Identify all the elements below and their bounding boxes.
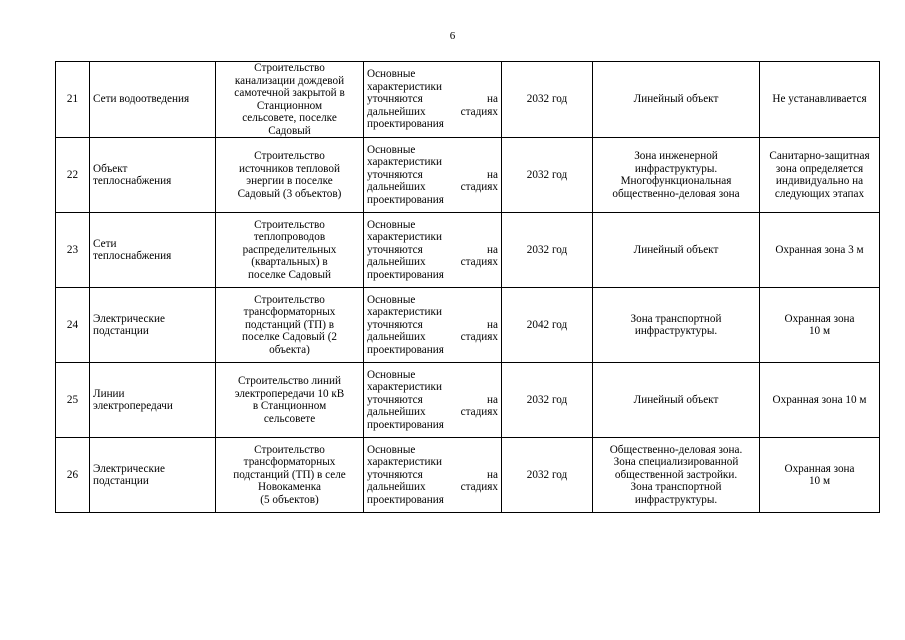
zone-type bbox=[593, 363, 760, 438]
protection-zone-line: индивидуально на bbox=[775, 175, 864, 187]
action-description-line: электропередачи 10 кВ bbox=[234, 387, 345, 400]
characteristics-line: проектирования bbox=[367, 118, 444, 131]
characteristics bbox=[364, 438, 502, 513]
characteristics-line: проектирования bbox=[367, 268, 444, 281]
action-description-line: распределительных bbox=[242, 243, 337, 256]
action-description-line: Новокаменка bbox=[258, 481, 321, 494]
object-name-line: теплоснабжения bbox=[93, 250, 172, 262]
object-name bbox=[90, 288, 216, 363]
characteristics-line: уточняются на bbox=[367, 243, 498, 256]
protection-zone bbox=[760, 288, 880, 363]
characteristics-line: характеристики bbox=[367, 381, 442, 394]
action-description-line: энергии в поселке bbox=[246, 175, 333, 187]
protection-zone bbox=[760, 62, 880, 138]
zone-type bbox=[593, 438, 760, 513]
implementation-year: 2032 год bbox=[502, 213, 593, 288]
row-number: 25 bbox=[56, 363, 90, 438]
zone-type-line: общественно-деловая зона bbox=[612, 187, 740, 200]
row-number: 21 bbox=[56, 62, 90, 138]
action-description bbox=[216, 138, 364, 213]
action-description-line: Станционном bbox=[256, 99, 323, 112]
action-description bbox=[216, 363, 364, 438]
object-name-line: Сети водоотведения bbox=[93, 93, 190, 106]
action-description-line: Строительство линий bbox=[237, 375, 342, 387]
table-row bbox=[56, 438, 880, 513]
protection-zone-line: Санитарно-защитная bbox=[769, 150, 870, 162]
characteristics bbox=[364, 213, 502, 288]
implementation-year: 2032 год bbox=[502, 62, 593, 138]
protection-zone-line: 10 м bbox=[808, 475, 831, 487]
object-name-line: Объект bbox=[93, 162, 128, 175]
action-description-line: сельсовете, поселке bbox=[242, 112, 337, 124]
row-number: 23 bbox=[56, 213, 90, 288]
zone-type-line: общественной застройки. bbox=[614, 468, 738, 481]
characteristics bbox=[364, 138, 502, 213]
characteristics-line: уточняются на bbox=[367, 468, 498, 481]
zone-type-line: Многофункциональная bbox=[620, 175, 732, 187]
action-description-line: (квартальных) в bbox=[251, 256, 328, 269]
zone-type bbox=[593, 213, 760, 288]
object-name-line: Линии bbox=[93, 387, 125, 400]
characteristics-line: уточняются на bbox=[367, 93, 498, 106]
zone-type-line: Зона транспортной bbox=[630, 312, 722, 325]
action-description-line: самотечной закрытой в bbox=[234, 87, 345, 99]
zone-type-line: Общественно-деловая зона. bbox=[609, 443, 743, 456]
characteristics-line: характеристики bbox=[367, 456, 442, 469]
action-description-line: (5 объектов) bbox=[260, 493, 319, 506]
zone-type-line: инфраструктуры. bbox=[634, 162, 718, 175]
action-description-line: объекта) bbox=[269, 343, 310, 356]
table-row bbox=[56, 62, 880, 138]
action-description-line: теплопроводов bbox=[253, 231, 326, 244]
characteristics bbox=[364, 62, 502, 138]
zone-type-line: Линейный объект bbox=[633, 393, 719, 406]
page-number: 6 bbox=[449, 30, 456, 42]
implementation-year: 2032 год bbox=[502, 138, 593, 213]
characteristics-line: Основные bbox=[367, 218, 416, 231]
action-description-line: сельсовете bbox=[263, 412, 316, 425]
characteristics-line: проектирования bbox=[367, 193, 444, 206]
action-description-line: трансформаторных bbox=[243, 456, 336, 469]
characteristics-line: дальнейших стадиях bbox=[367, 256, 498, 269]
object-name-line: Электрические bbox=[93, 312, 165, 325]
action-description-line: Строительство bbox=[254, 443, 325, 456]
protection-zone-line: Охранная зона bbox=[784, 312, 855, 325]
table-body bbox=[56, 62, 880, 513]
protection-zone-line: зона определяется bbox=[775, 162, 864, 175]
zone-type bbox=[593, 138, 760, 213]
characteristics-line: дальнейших стадиях bbox=[367, 406, 498, 419]
object-name bbox=[90, 438, 216, 513]
characteristics-line: уточняются на bbox=[367, 393, 498, 406]
characteristics bbox=[364, 288, 502, 363]
protection-zone bbox=[760, 138, 880, 213]
zone-type-line: Зона инженерной bbox=[634, 150, 718, 162]
zone-type bbox=[593, 62, 760, 138]
action-description-line: Строительство bbox=[254, 62, 325, 74]
action-description-line: канализации дождевой bbox=[234, 74, 345, 87]
characteristics-line: дальнейших стадиях bbox=[367, 331, 498, 344]
object-name-line: Электрические bbox=[93, 462, 165, 475]
zone-type-line: Линейный объект bbox=[633, 93, 719, 106]
action-description-line: подстанций (ТП) в селе bbox=[233, 468, 346, 481]
action-description-line: Строительство bbox=[254, 150, 325, 162]
table-row bbox=[56, 213, 880, 288]
implementation-year: 2042 год bbox=[502, 288, 593, 363]
characteristics-line: Основные bbox=[367, 443, 416, 456]
characteristics-line: дальнейших стадиях bbox=[367, 105, 498, 118]
action-description-line: Садовый bbox=[268, 124, 311, 137]
protection-zone bbox=[760, 213, 880, 288]
zone-type bbox=[593, 288, 760, 363]
zone-type-line: инфраструктуры. bbox=[634, 325, 718, 337]
object-name-line: подстанции bbox=[93, 325, 149, 337]
protection-zone-line: 10 м bbox=[808, 325, 831, 337]
action-description-line: подстанций (ТП) в bbox=[244, 318, 335, 331]
action-description-line: в Станционном bbox=[252, 400, 327, 412]
protection-zone bbox=[760, 363, 880, 438]
object-name-line: Сети bbox=[93, 237, 117, 250]
zone-type-line: Зона специализированной bbox=[613, 456, 739, 469]
table-row bbox=[56, 288, 880, 363]
row-number: 26 bbox=[56, 438, 90, 513]
characteristics-line: характеристики bbox=[367, 231, 442, 244]
characteristics-line: проектирования bbox=[367, 418, 444, 431]
characteristics-line: Основные bbox=[367, 143, 416, 156]
characteristics-line: Основные bbox=[367, 293, 416, 306]
objects-table bbox=[55, 61, 880, 513]
object-name-line: подстанции bbox=[93, 475, 149, 487]
action-description-line: поселке Садовый (2 bbox=[241, 331, 338, 344]
characteristics-line: Основные bbox=[367, 68, 416, 81]
object-name bbox=[90, 138, 216, 213]
characteristics-line: проектирования bbox=[367, 343, 444, 356]
characteristics-line: дальнейших стадиях bbox=[367, 181, 498, 194]
characteristics-line: дальнейших стадиях bbox=[367, 481, 498, 494]
zone-type-line: Зона транспортной bbox=[630, 481, 722, 494]
characteristics-line: характеристики bbox=[367, 156, 442, 169]
action-description-line: поселке Садовый bbox=[248, 268, 331, 281]
characteristics-line: характеристики bbox=[367, 306, 442, 319]
characteristics-line: характеристики bbox=[367, 80, 442, 93]
action-description-line: источников тепловой bbox=[239, 162, 340, 175]
object-name-line: электропередачи bbox=[93, 400, 173, 412]
object-name-line: теплоснабжения bbox=[93, 175, 172, 187]
characteristics-line: уточняются на bbox=[367, 168, 498, 181]
action-description-line: Строительство bbox=[254, 218, 325, 231]
zone-type-line: инфраструктуры. bbox=[634, 493, 718, 506]
row-number: 24 bbox=[56, 288, 90, 363]
protection-zone-line: Охранная зона bbox=[784, 462, 855, 475]
table-row bbox=[56, 138, 880, 213]
implementation-year: 2032 год bbox=[502, 363, 593, 438]
implementation-year: 2032 год bbox=[502, 438, 593, 513]
object-name bbox=[90, 213, 216, 288]
protection-zone bbox=[760, 438, 880, 513]
action-description bbox=[216, 213, 364, 288]
protection-zone-line: Охранная зона 3 м bbox=[775, 243, 864, 256]
action-description bbox=[216, 62, 364, 138]
action-description bbox=[216, 288, 364, 363]
characteristics-line: уточняются на bbox=[367, 318, 498, 331]
action-description bbox=[216, 438, 364, 513]
characteristics-line: Основные bbox=[367, 368, 416, 381]
zone-type-line: Линейный объект bbox=[633, 243, 719, 256]
row-number: 22 bbox=[56, 138, 90, 213]
object-name bbox=[90, 62, 216, 138]
protection-zone-line: следующих этапах bbox=[774, 187, 865, 200]
characteristics-line: проектирования bbox=[367, 493, 444, 506]
protection-zone-line: Охранная зона 10 м bbox=[772, 393, 867, 406]
action-description-line: Садовый (3 объектов) bbox=[237, 187, 342, 200]
characteristics bbox=[364, 363, 502, 438]
object-name bbox=[90, 363, 216, 438]
table-row bbox=[56, 363, 880, 438]
action-description-line: трансформаторных bbox=[243, 306, 336, 319]
protection-zone-line: Не устанавливается bbox=[772, 93, 867, 106]
action-description-line: Строительство bbox=[254, 293, 325, 306]
